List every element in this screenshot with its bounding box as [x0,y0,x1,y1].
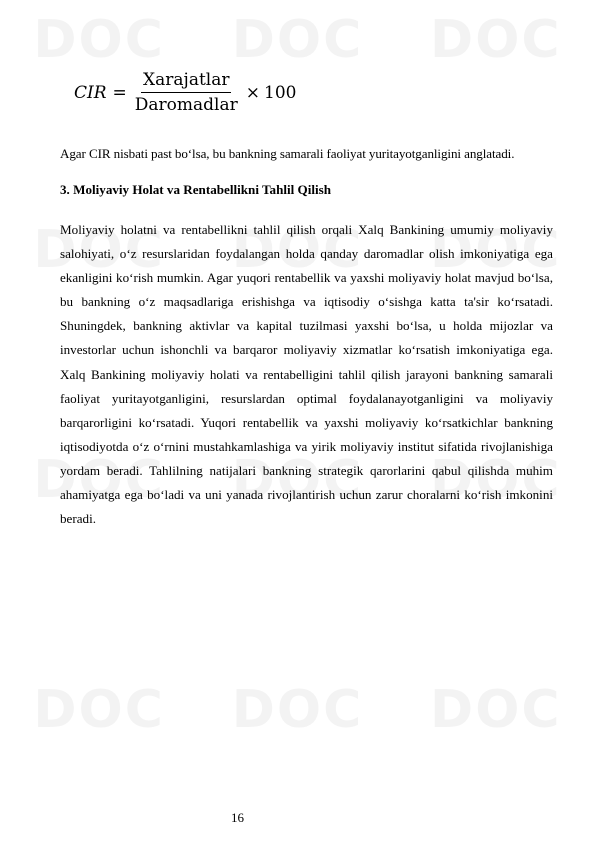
watermark-glyph: DOC [430,450,562,510]
watermark-glyph: DOC [231,680,364,740]
watermark-glyph: DOC [33,450,165,510]
watermark-glyph: DOC [33,10,165,70]
watermark-glyph: DOC [430,680,562,740]
watermark-glyph: DOC [430,10,562,70]
formula-fraction [133,70,240,115]
watermark-glyph: DOC [231,450,364,510]
watermark-row [0,680,595,740]
formula-denominator: Daromadlar [134,95,238,115]
page-number: 16 [231,810,244,825]
watermark-glyph: DOC [33,680,165,740]
watermark-glyph: DOC [33,220,165,280]
formula-multiplier: 100 [264,82,297,103]
formula-times: × [245,82,260,103]
watermark-row [0,10,595,70]
body-paragraph: Moliyaviy holatni va rentabellikni tahlil qilish orqali Xalq Bankining umumiy moliyaviy salohiyati, o‘z resurslaridan foydalangan holda qanday daromadlar olish imkoniyatiga ega ekanligini ko‘rish mumkin. Agar yuqori rentabellik va yaxshi moliyaviy holat mavjud bo‘lsa, bu bankning o‘z maqsadlariga erishishga va iqtisodiy o‘sishga katta ta'sir ko‘rsatadi. Shuningdek, bankning aktivlar va kapital tuzilmasi yaxshi bo‘lsa, u holda mijozlar va investorlar uchun ishonchli va barqaror moliyaviy xizmatlar ko‘rsatish imkoniyatiga ega. Xalq Bankining moliyaviy holati va rentabelligini tahlil qilish jarayoni bankning samarali faoliyat yuritayotganligini, resurslardan optimal foydalanayotganligini va moliyaviy barqarorligini ko‘rsatadi. Yuqori rentabellik va yaxshi moliyaviy ko‘rsatkichlar bankning iqtisodiyotda o‘z o‘rnini mustahkamlashiga va yirik moliyaviy institut sifatida rivojlanishiga yordam beradi. Tahlilning natijalari bankning strategik qarorlarini qabul qilishda muhim ahamiyatga ega bo‘ladi va uni yanada rivojlantirish uchun zarur choralarni ko‘rish imkonini beradi. [60,222,553,527]
intro-text: Agar CIR nisbati past bo‘lsa, bu bankning samarali faoliyat yuritayotganligini anglatadi. [60,146,515,161]
watermark-glyph: DOC [231,10,364,70]
formula-lhs: CIR [74,82,107,103]
formula-equals: = [112,82,127,103]
watermark-glyph: DOC [430,220,562,280]
section-heading: 3. Moliyaviy Holat va Rentabellikni Tahlil Qilish [60,182,332,197]
formula-numerator: Xarajatlar [141,70,231,93]
watermark-glyph: DOC [231,220,364,280]
cir-formula [74,70,296,115]
